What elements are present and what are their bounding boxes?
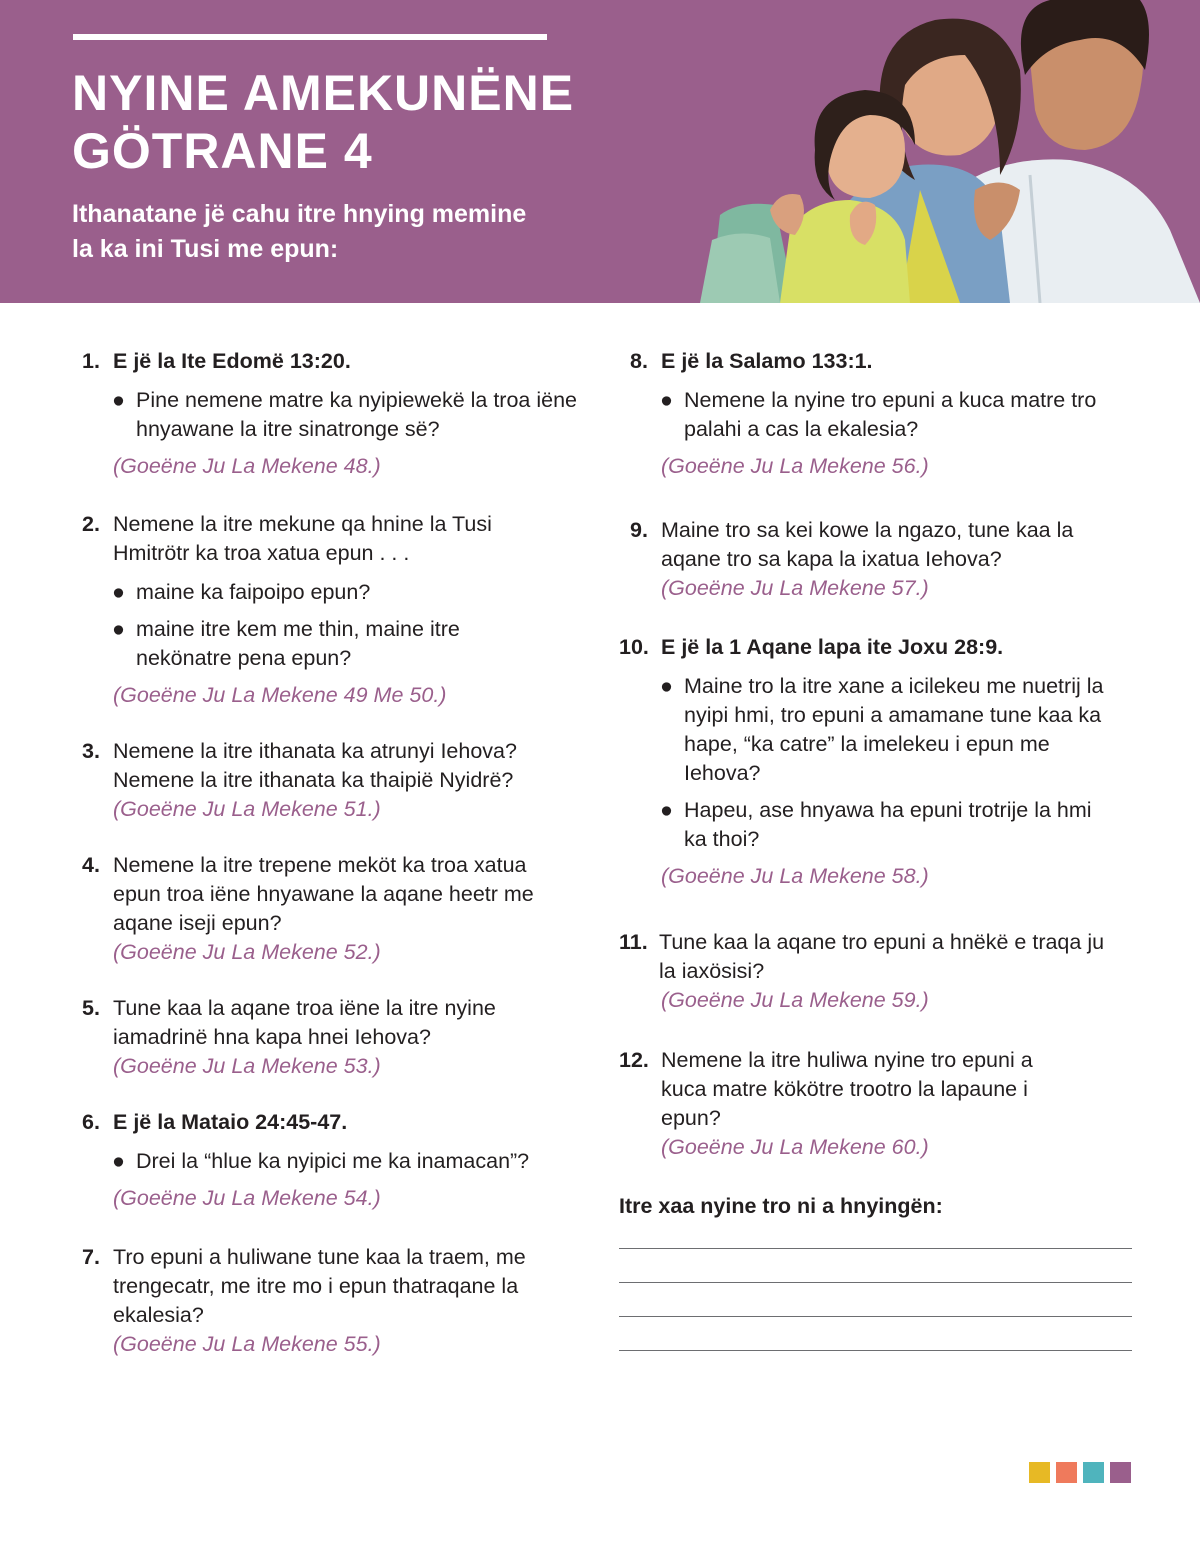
note-writing-line	[619, 1282, 1132, 1283]
question-6	[82, 1108, 582, 1213]
bullet-dot: ●	[112, 580, 125, 604]
bullet-item: ● Hapeu, ase hnyawa ha epuni trotrije la hmi ka thoi?	[660, 798, 1092, 851]
question-5	[82, 994, 532, 1081]
bullet-item: ● maine itre kem me thin, maine itre nekönatre pena epun?	[112, 617, 460, 670]
question-number: 8.	[630, 349, 648, 373]
notes-label: Itre xaa nyine tro ni a hnyingën:	[619, 1194, 943, 1218]
reference-link: (Goeëne Ju La Mekene 51.)	[113, 797, 381, 821]
question-bullets	[619, 672, 1119, 854]
reference-link: (Goeëne Ju La Mekene 53.)	[113, 1054, 381, 1078]
question-number: 4.	[82, 853, 100, 877]
question-11	[619, 928, 1119, 1015]
question-number: 2.	[82, 512, 100, 536]
swatch-teal	[1083, 1462, 1104, 1483]
question-bullets	[82, 386, 582, 444]
page-title	[72, 64, 574, 180]
question-bullets	[82, 578, 532, 673]
reference-link: (Goeëne Ju La Mekene 52.)	[113, 940, 381, 964]
reference-link: (Goeëne Ju La Mekene 58.)	[661, 864, 929, 888]
question-2	[82, 510, 532, 710]
question-text: E jë la Salamo 133:1.	[661, 349, 873, 373]
header-banner	[0, 0, 1200, 303]
question-1	[82, 347, 582, 481]
title-line-1: NYINE AMEKUNËNE	[72, 65, 575, 121]
note-writing-line	[619, 1316, 1132, 1317]
reference-link: (Goeëne Ju La Mekene 55.)	[113, 1332, 381, 1356]
header-rule	[73, 34, 547, 40]
question-number: 9.	[630, 518, 648, 542]
bullet-item: ● Maine tro la itre xane a icilekeu me nuetrij la nyipi hmi, tro epuni a amamane tune kaa ka hape, “ka catre” la imelekeu i epun me Iehova?	[660, 674, 1104, 785]
question-text: Tro epuni a huliwane tune kaa la traem, me trengecatr, me itre mo i epun thatraqane la ekalesia?	[113, 1245, 526, 1327]
question-text: Tune kaa la aqane troa iëne la itre nyine iamadrinë hna kapa hnei Iehova?	[113, 996, 496, 1049]
page-subtitle	[72, 197, 592, 267]
bullet-item: ● Pine nemene matre ka nyipiewekë la troa iëne hnyawane la itre sinatronge së?	[112, 388, 578, 441]
bullet-item: ● Drei la “hlue ka nyipici me ka inamacan”?	[112, 1147, 582, 1176]
note-writing-line	[619, 1248, 1132, 1249]
question-text: E jë la Ite Edomë 13:20.	[113, 349, 351, 373]
reference-link: (Goeëne Ju La Mekene 48.)	[113, 454, 381, 478]
bullet-dot: ●	[660, 674, 673, 698]
question-number: 5.	[82, 996, 100, 1020]
question-text: Maine tro sa kei kowe la ngazo, tune kaa la aqane tro sa kapa la ixatua Iehova?	[661, 518, 1074, 571]
family-praying-illustration	[700, 0, 1200, 303]
reference-link: (Goeëne Ju La Mekene 54.)	[113, 1186, 381, 1210]
question-text: Nemene la itre trepene meköt ka troa xatua epun troa iëne hnyawane la aqane heetr me aqane iseji epun?	[113, 853, 534, 935]
reference-link: (Goeëne Ju La Mekene 57.)	[661, 576, 929, 600]
question-text: Nemene la itre mekune qa hnine la Tusi Hmitrötr ka troa xatua epun . . .	[113, 512, 492, 565]
question-8	[630, 347, 1130, 481]
title-line-2: GÖTRANE 4	[72, 123, 373, 179]
question-number: 12.	[619, 1048, 649, 1072]
question-number: 11.	[619, 930, 648, 954]
swatch-yellow	[1029, 1462, 1050, 1483]
subtitle-line-2: la ka ini Tusi me epun:	[72, 235, 339, 263]
question-3	[82, 737, 572, 824]
color-swatches	[1029, 1462, 1131, 1483]
question-text: Nemene la itre ithanata ka atrunyi Iehova? Nemene la itre ithanata ka thaipië Nyidrë?	[113, 739, 517, 792]
reference-link: (Goeëne Ju La Mekene 60.)	[661, 1135, 929, 1159]
question-number: 6.	[82, 1110, 100, 1134]
question-12	[619, 1046, 1079, 1162]
question-number: 7.	[82, 1245, 100, 1269]
question-text: E jë la Mataio 24:45-47.	[113, 1110, 348, 1134]
swatch-purple	[1110, 1462, 1131, 1483]
question-bullets	[82, 1147, 582, 1176]
bullet-dot: ●	[112, 617, 125, 641]
bullet-dot: ●	[112, 388, 125, 412]
bullet-dot: ●	[660, 798, 673, 822]
question-text: Tune kaa la aqane tro epuni a hnëkë e traqa ju la iaxösisi?	[659, 930, 1105, 983]
bullet-dot: ●	[660, 388, 673, 412]
question-bullets	[630, 386, 1130, 444]
question-text: Nemene la itre huliwa nyine tro epuni a kuca matre kökötre trootro la lapaune i epun?	[661, 1048, 1033, 1130]
question-text: E jë la 1 Aqane lapa ite Joxu 28:9.	[661, 635, 1004, 659]
question-10	[619, 633, 1119, 891]
question-number: 10.	[619, 635, 649, 659]
question-number: 1.	[82, 349, 100, 373]
note-writing-line	[619, 1350, 1132, 1351]
swatch-coral	[1056, 1462, 1077, 1483]
bullet-item: ● maine ka faipoipo epun?	[112, 578, 532, 607]
question-number: 3.	[82, 739, 100, 763]
reference-link: (Goeëne Ju La Mekene 59.)	[661, 988, 929, 1012]
bullet-dot: ●	[112, 1149, 125, 1173]
question-7	[82, 1243, 577, 1359]
question-9	[630, 516, 1120, 603]
subtitle-line-1: Ithanatane jë cahu itre hnying memine	[72, 200, 527, 228]
question-4	[82, 851, 572, 967]
reference-link: (Goeëne Ju La Mekene 49 Me 50.)	[113, 683, 447, 707]
bullet-item: ● Nemene la nyine tro epuni a kuca matre tro palahi a cas la ekalesia?	[660, 388, 1097, 441]
reference-link: (Goeëne Ju La Mekene 56.)	[661, 454, 929, 478]
